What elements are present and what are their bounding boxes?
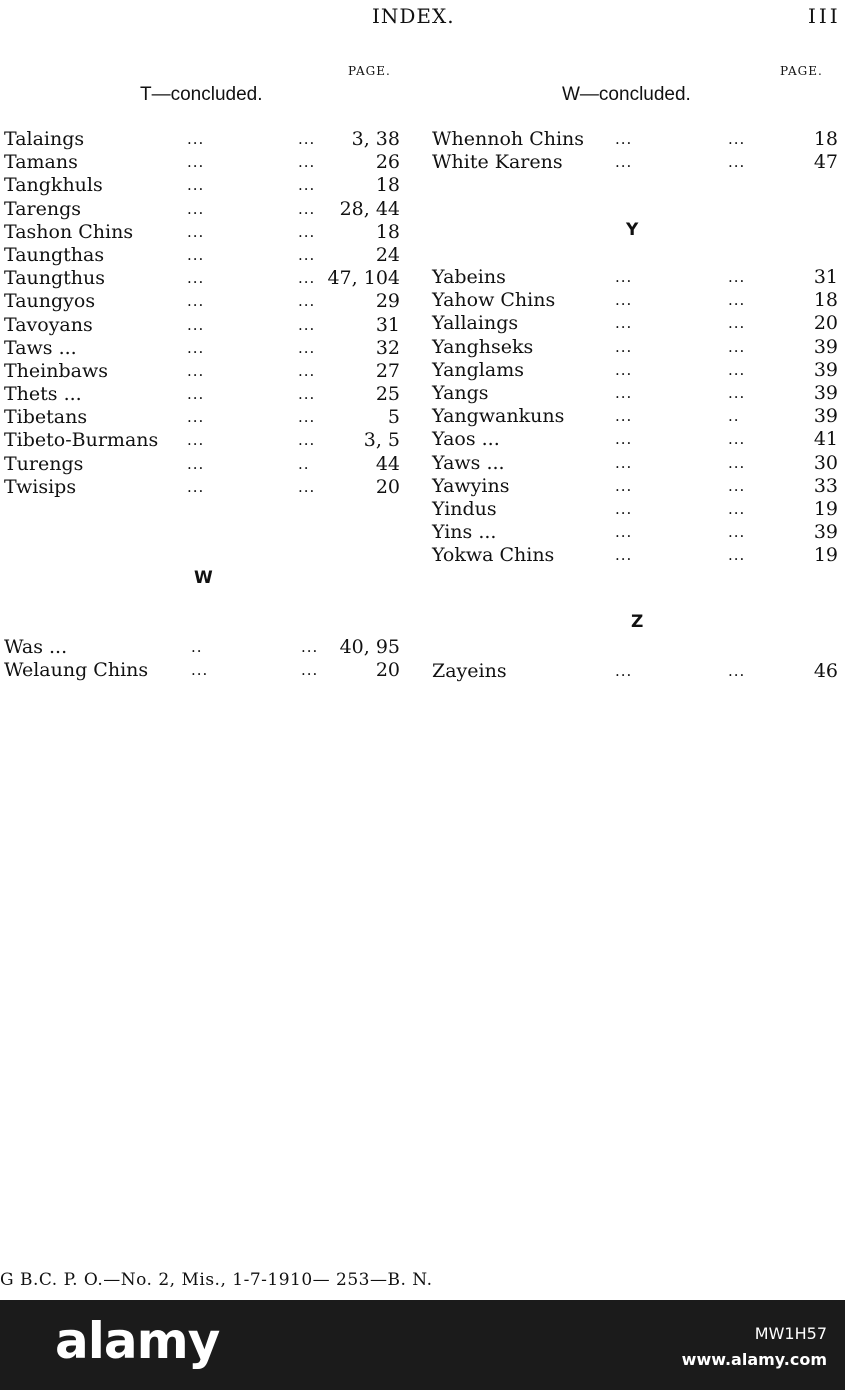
entry-name: Turengs [4,452,84,475]
index-entry [432,544,838,567]
entry-page: 41 [813,428,838,451]
entry-name: Tashon Chins [4,220,134,243]
leader-dots: ... [615,291,633,310]
leader-dots: ... [298,245,316,264]
index-entry [4,128,404,151]
entry-page: 28, 44 [339,197,400,220]
index-entry [4,174,404,197]
leader-dots: ... [298,315,316,334]
entry-page: 31 [813,266,838,288]
entry-name: Tibetans [4,406,88,429]
leader-dots: ... [728,476,746,495]
entry-name: Yabeins [432,266,506,288]
leader-dots: ... [728,523,746,542]
leader-dots: ... [298,431,316,450]
alamy-logo: alamy [55,1312,220,1370]
leader-dots: ... [615,337,633,356]
leader-dots: ... [615,662,633,680]
entry-name: Yahow Chins [432,289,556,312]
leader-dots: ... [728,314,746,333]
leader-dots: ... [187,431,205,450]
entry-name: Yindus [432,497,497,520]
entry-page: 39 [813,521,838,544]
leader-dots: .. [191,638,203,656]
leader-dots: ... [615,360,633,379]
leader-dots: ... [187,385,205,404]
entry-page: 18 [813,289,838,312]
w-heading: W [194,568,213,588]
entry-page: 3, 38 [351,128,400,150]
right-section-title: W—concluded. [562,84,691,105]
leader-dots: ... [728,546,746,565]
entry-name: Tamans [4,151,78,174]
leader-dots: ... [615,453,633,472]
entry-name: Zayeins [432,660,507,682]
leader-dots: ... [728,130,746,148]
leader-dots: ... [187,292,205,311]
leader-dots: ... [298,153,316,172]
leader-dots: ... [301,638,319,656]
leader-dots: ... [187,408,205,427]
index-entry [432,405,838,428]
leader-dots: ... [728,453,746,472]
leader-dots: ... [728,268,746,286]
entry-page: 39 [813,381,838,404]
index-entry [432,359,838,382]
leader-dots: ... [298,222,316,241]
leader-dots: ... [187,176,205,195]
leader-dots: ... [298,130,316,148]
entry-page: 47, 104 [327,267,400,290]
leader-dots: ... [298,269,316,288]
leader-dots: ... [187,199,205,218]
left-t-entries [4,128,404,499]
leader-dots: ... [187,454,205,473]
index-entry [4,360,404,383]
left-section-title: T—concluded. [140,84,263,105]
entry-page: 26 [375,151,400,174]
leader-dots: ... [615,407,633,426]
leader-dots: ... [187,315,205,334]
leader-dots: ... [615,546,633,565]
index-entry [432,475,838,498]
leader-dots: ... [187,130,205,148]
entry-name: Taws ... [4,336,77,359]
index-entry [4,221,404,244]
entry-page: 20 [813,312,838,335]
leader-dots: ... [298,477,316,496]
printer-imprint: G B.C. P. O.—No. 2, Mis., 1-7-1910— 253—B. N. [0,1270,433,1290]
entry-name: Theinbaws [4,359,108,382]
leader-dots: ... [728,662,746,680]
entry-page: 39 [813,358,838,381]
leader-dots: ... [187,153,205,172]
leader-dots: ... [728,430,746,449]
leader-dots: ... [615,130,633,148]
index-entry [4,337,404,360]
leader-dots: ... [728,153,746,172]
leader-dots: ... [615,153,633,172]
entry-page: 18 [375,220,400,243]
leader-dots: ... [615,383,633,402]
index-entry [432,660,838,683]
index-entry [432,289,838,312]
leader-dots: ... [615,476,633,495]
index-entry [4,314,404,337]
entry-name: Talaings [4,128,85,150]
index-entry [4,267,404,290]
entry-name: Taungthas [4,243,105,266]
index-entry [4,406,404,429]
leader-dots: ... [728,291,746,310]
entry-page: 30 [813,451,838,474]
leader-dots: ... [298,199,316,218]
leader-dots: ... [187,477,205,496]
index-entry [4,659,404,682]
entry-page: 19 [813,544,838,567]
leader-dots: ... [187,269,205,288]
entry-name: Yanghseks [432,335,534,358]
entry-page: 18 [813,128,838,150]
index-entry [432,452,838,475]
index-entry [432,128,838,151]
leader-dots: ... [298,408,316,427]
entry-page: 40, 95 [339,636,400,658]
entry-page: 39 [813,335,838,358]
right-y-entries [432,266,838,567]
entry-page: 20 [375,659,400,682]
z-heading: Z [631,612,644,632]
leader-dots: ... [615,430,633,449]
index-entry [432,382,838,405]
page-title: INDEX. [372,4,455,28]
leader-dots: ... [298,292,316,311]
index-entry [4,383,404,406]
entry-name: Tangkhuls [4,174,103,197]
entry-name: Yangs [432,381,489,404]
leader-dots: ... [615,314,633,333]
entry-page: 44 [375,452,400,475]
index-entry [432,428,838,451]
leader-dots: ... [298,361,316,380]
leader-dots: .. [298,454,310,473]
leader-dots: ... [301,661,319,680]
index-entry [4,198,404,221]
entry-page: 18 [375,174,400,197]
index-entry [432,336,838,359]
entry-page: 3, 5 [363,429,400,452]
index-entry [4,244,404,267]
right-w-entries [432,128,838,174]
watermark-band [0,1300,845,1390]
leader-dots: ... [298,176,316,195]
index-entry [432,521,838,544]
leader-dots: ... [728,383,746,402]
right-z-entries [432,660,838,683]
entry-name: Yaos ... [432,428,500,451]
image-id: MW1H57 [754,1324,827,1343]
index-entry [4,636,404,659]
entry-page: 47 [813,151,838,174]
entry-name: Taungthus [4,267,106,290]
entry-name: Yokwa Chins [432,544,555,567]
entry-page: 39 [813,405,838,428]
y-heading: Y [626,220,639,240]
entry-name: Yaws ... [432,451,505,474]
leader-dots: ... [191,661,209,680]
entry-name: Yallaings [432,312,519,335]
entry-name: Tibeto-Burmans [4,429,159,452]
entry-name: Welaung Chins [4,659,149,682]
leader-dots: ... [728,499,746,518]
index-entry [432,312,838,335]
page-number: III [808,4,841,28]
entry-page: 27 [375,359,400,382]
entry-page: 46 [813,660,838,682]
leader-dots: ... [298,338,316,357]
index-entry [4,476,404,499]
entry-page: 32 [375,336,400,359]
leader-dots: ... [615,268,633,286]
leader-dots: ... [187,338,205,357]
entry-name: Tarengs [4,197,82,220]
left-page-column-label: PAGE. [348,64,391,78]
index-entry [432,498,838,521]
right-page-column-label: PAGE. [780,64,823,78]
leader-dots: ... [187,222,205,241]
index-entry [4,290,404,313]
entry-name: Yins ... [432,521,497,544]
entry-page: 5 [387,406,400,429]
entry-name: Tavoyans [4,313,93,336]
entry-name: Yangwankuns [432,405,565,428]
entry-page: 31 [375,313,400,336]
index-entry [432,266,838,289]
entry-page: 20 [375,475,400,498]
entry-page: 29 [375,290,400,313]
leader-dots: ... [728,337,746,356]
entry-name: Twisips [4,475,77,498]
leader-dots: ... [728,360,746,379]
watermark-url: www.alamy.com [681,1350,827,1369]
leader-dots: ... [615,523,633,542]
entry-page: 19 [813,497,838,520]
index-entry [4,453,404,476]
leader-dots: ... [187,361,205,380]
left-w-entries [4,636,404,682]
entry-name: Was ... [4,636,68,658]
entry-name: Thets ... [4,383,82,406]
index-entry [4,429,404,452]
entry-name: Yawyins [432,474,510,497]
leader-dots: ... [615,499,633,518]
entry-page: 24 [375,243,400,266]
leader-dots: ... [187,245,205,264]
leader-dots: ... [298,385,316,404]
index-entry [4,151,404,174]
entry-page: 33 [813,474,838,497]
entry-name: Whennoh Chins [432,128,585,150]
entry-page: 25 [375,383,400,406]
index-entry [432,151,838,174]
entry-name: Yanglams [432,358,524,381]
leader-dots: .. [728,407,740,426]
entry-name: White Karens [432,151,563,174]
entry-name: Taungyos [4,290,96,313]
